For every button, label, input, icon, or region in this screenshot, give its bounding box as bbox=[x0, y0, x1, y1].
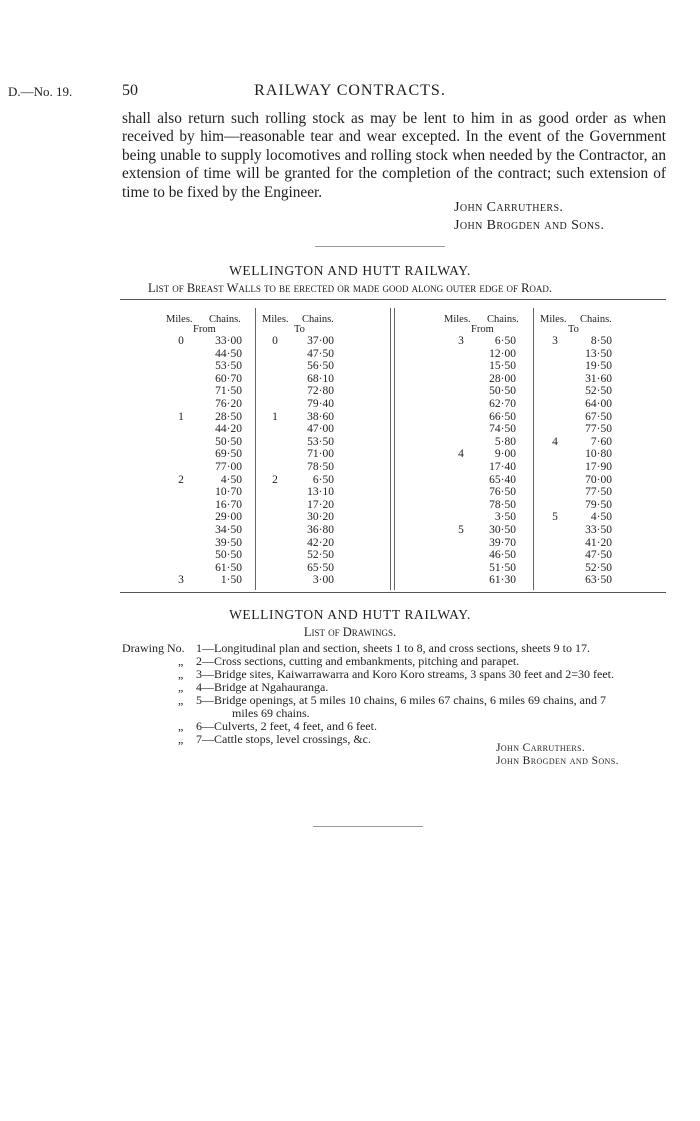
table-cell-chains-from: 1·50 bbox=[220, 574, 242, 587]
signature-john-brogden: John Brogden and Sons. bbox=[454, 218, 605, 233]
table-cell-chains-to: 67·50 bbox=[585, 410, 612, 423]
table-cell-miles-from bbox=[450, 423, 472, 436]
table-cell-chains-to: 13·50 bbox=[585, 347, 612, 360]
table-cell-chains-to: 52·50 bbox=[585, 561, 612, 574]
table-cell-chains-to: 71·00 bbox=[307, 448, 334, 461]
table-cell-chains-to: 33·50 bbox=[585, 523, 612, 536]
table-cell-miles-from bbox=[170, 360, 192, 373]
table-cell-miles-to bbox=[264, 562, 286, 575]
table-cell-chains-to: 65·50 bbox=[307, 561, 334, 574]
table-cell-miles-to bbox=[264, 511, 286, 524]
table-cell-chains-to: 52·50 bbox=[585, 385, 612, 398]
table-cell-chains-to: 36·80 bbox=[307, 523, 334, 536]
left-miles-from-column bbox=[170, 335, 192, 587]
table-cell-miles-to bbox=[264, 423, 286, 436]
left-head-to: To bbox=[294, 324, 305, 335]
table-cell-miles-to: 3 bbox=[552, 335, 558, 347]
table-cell-miles-from bbox=[450, 549, 472, 562]
table-cell-chains-to: 64·00 bbox=[585, 397, 612, 410]
right-chains-to-column bbox=[576, 335, 612, 587]
table-cell-miles-to bbox=[264, 461, 286, 474]
table-cell-chains-from: 50·50 bbox=[215, 549, 242, 562]
table-cell-miles-to bbox=[544, 461, 566, 474]
table-cell-miles-from: 5 bbox=[458, 523, 464, 536]
document-reference: D.—No. 19. bbox=[8, 84, 73, 99]
table-cell-chains-to: 37·00 bbox=[307, 335, 334, 347]
table-cell-chains-from: 9·00 bbox=[494, 448, 516, 461]
table-cell-miles-from bbox=[170, 436, 192, 449]
table-cell-miles-from bbox=[450, 398, 472, 411]
table-cell-miles-from bbox=[170, 524, 192, 537]
table-cell-miles-to: 1 bbox=[272, 410, 278, 423]
table-cell-chains-from: 61·50 bbox=[215, 561, 242, 574]
table-cell-chains-from: 16·70 bbox=[215, 498, 242, 511]
table-cell-miles-from: 2 bbox=[178, 473, 184, 486]
table-cell-chains-from: 61·30 bbox=[489, 574, 516, 587]
table-cell-miles-from bbox=[450, 436, 472, 449]
table-cell-chains-from: 44·50 bbox=[215, 347, 242, 360]
table-cell-miles-from bbox=[450, 385, 472, 398]
table-cell-miles-to bbox=[544, 562, 566, 575]
table-cell-chains-from: 71·50 bbox=[215, 385, 242, 398]
drawing-item: 2—Cross sections, cutting and embankments, pitching and parapet. bbox=[196, 654, 520, 668]
drawings-subtitle: List of Drawings. bbox=[303, 625, 397, 639]
table-cell-chains-to: 30·20 bbox=[307, 511, 334, 524]
right-miles-to-column bbox=[544, 335, 566, 587]
table-cell-chains-to: 17·90 bbox=[585, 460, 612, 473]
table-cell-chains-to: 47·50 bbox=[585, 549, 612, 562]
table-cell-chains-from: 69·50 bbox=[215, 448, 242, 461]
table-cell-chains-from: 5·80 bbox=[494, 435, 516, 448]
drawing-item: 4—Bridge at Ngahauranga. bbox=[196, 680, 329, 694]
table-cell-miles-from bbox=[450, 511, 472, 524]
table-cell-miles-to bbox=[544, 448, 566, 461]
table-cell-miles-from bbox=[450, 499, 472, 512]
table-cell-chains-from: 28·00 bbox=[489, 372, 516, 385]
table-cell-miles-from bbox=[170, 348, 192, 361]
table-center-rule bbox=[390, 308, 391, 590]
left-head-chains-to: Chains. bbox=[302, 314, 334, 325]
table-cell-chains-from: 50·50 bbox=[489, 385, 516, 398]
table-cell-chains-to: 77·50 bbox=[585, 486, 612, 499]
table-cell-chains-from: 76·50 bbox=[489, 486, 516, 499]
right-head-miles-to: Miles. bbox=[540, 314, 567, 325]
table-cell-miles-to bbox=[264, 486, 286, 499]
table-cell-chains-to: 68·10 bbox=[307, 372, 334, 385]
table-cell-chains-to: 70·00 bbox=[585, 473, 612, 486]
table-top-rule bbox=[120, 299, 666, 300]
table-cell-chains-to: 3·00 bbox=[312, 574, 334, 587]
table-cell-miles-from: 0 bbox=[178, 335, 184, 347]
table-cell-miles-to bbox=[544, 385, 566, 398]
right-miles-from-column bbox=[450, 335, 472, 599]
table-cell-miles-to bbox=[264, 574, 286, 587]
table-cell-chains-to: 77·50 bbox=[585, 423, 612, 436]
intro-paragraph: shall also return such rolling stock as may be lent to him in as good order as when received by him—reasonable tear and wear excepted. In the event of the Government being unable to supply locomotives and rolling stock when needed by the Contractor, an extension of time will be granted for the completion of the contract; such extension of time to be fixed by the Engineer. bbox=[122, 110, 666, 201]
table-bottom-rule bbox=[120, 592, 666, 593]
table-cell-miles-from bbox=[170, 549, 192, 562]
right-head-chains-to: Chains. bbox=[580, 314, 612, 325]
table-cell-chains-from: 77·00 bbox=[215, 460, 242, 473]
table-cell-miles-from bbox=[170, 511, 192, 524]
ditto-mark: „ bbox=[178, 693, 184, 707]
table-cell-chains-to: 52·50 bbox=[307, 549, 334, 562]
drawing-item-continuation: miles 69 chains. bbox=[232, 706, 310, 720]
table-cell-miles-from bbox=[450, 486, 472, 499]
table-cell-miles-to bbox=[264, 448, 286, 461]
table-cell-miles-from bbox=[170, 499, 192, 512]
table-cell-chains-from: 29·00 bbox=[215, 511, 242, 524]
table-cell-miles-to bbox=[264, 537, 286, 550]
table-cell-chains-from: 3·50 bbox=[494, 511, 516, 524]
table-cell-chains-from: 76·20 bbox=[215, 397, 242, 410]
table-cell-miles-to bbox=[544, 474, 566, 487]
table-cell-miles-to bbox=[544, 423, 566, 436]
table-cell-miles-to bbox=[544, 549, 566, 562]
table-cell-miles-to bbox=[544, 537, 566, 550]
table-cell-chains-from: 4·50 bbox=[220, 473, 242, 486]
left-head-miles-from: Miles. bbox=[166, 314, 193, 325]
table-cell-miles-from bbox=[170, 537, 192, 550]
drawing-item: 1—Longitudinal plan and section, sheets 1 to 8, and cross sections, sheets 9 to 17. bbox=[196, 641, 590, 655]
ditto-mark: „ bbox=[178, 732, 184, 746]
table-column-rule bbox=[255, 308, 256, 590]
table-cell-chains-to: 6·50 bbox=[312, 473, 334, 486]
end-divider bbox=[313, 826, 423, 827]
signature-john-brogden: John Brogden and Sons. bbox=[496, 755, 619, 767]
ditto-mark: „ bbox=[178, 719, 184, 733]
page-number: 50 bbox=[122, 82, 138, 99]
section-divider bbox=[315, 246, 445, 247]
table-cell-chains-from: 50·50 bbox=[215, 435, 242, 448]
table-cell-miles-to bbox=[544, 574, 566, 587]
table-cell-chains-to: 63·50 bbox=[585, 574, 612, 587]
table-cell-miles-to bbox=[544, 348, 566, 361]
table-cell-chains-from: 34·50 bbox=[215, 523, 242, 536]
table-cell-chains-to: 53·50 bbox=[307, 435, 334, 448]
table-cell-chains-to: 13·10 bbox=[307, 486, 334, 499]
drawings-title: WELLINGTON AND HUTT RAILWAY. bbox=[229, 607, 471, 622]
table-cell-chains-from: 46·50 bbox=[489, 549, 516, 562]
table-cell-miles-to bbox=[264, 499, 286, 512]
table-cell-miles-from bbox=[450, 574, 472, 587]
table-cell-chains-from: 30·50 bbox=[489, 523, 516, 536]
table-cell-miles-to bbox=[264, 524, 286, 537]
table-cell-miles-from bbox=[450, 360, 472, 373]
table-cell-chains-from: 39·70 bbox=[489, 536, 516, 549]
left-head-chains-from: Chains. bbox=[209, 314, 241, 325]
signature-john-carruthers: John Carruthers. bbox=[496, 742, 586, 754]
table-cell-miles-to: 0 bbox=[272, 335, 278, 347]
table-cell-miles-from: 1 bbox=[178, 410, 184, 423]
table-cell-miles-to bbox=[544, 398, 566, 411]
table-cell-chains-to: 38·60 bbox=[307, 410, 334, 423]
table-cell-chains-from: 60·70 bbox=[215, 372, 242, 385]
left-head-miles-to: Miles. bbox=[262, 314, 289, 325]
table-cell-miles-to: 4 bbox=[552, 435, 558, 448]
table-cell-miles-from bbox=[450, 587, 472, 600]
ditto-mark: „ bbox=[178, 667, 184, 681]
table-cell-miles-from bbox=[170, 562, 192, 575]
table-cell-miles-from bbox=[450, 474, 472, 487]
table-cell-chains-from: 10·70 bbox=[215, 486, 242, 499]
table-cell-chains-to: 8·50 bbox=[590, 335, 612, 347]
table-cell-chains-to: 4·50 bbox=[590, 511, 612, 524]
table-cell-chains-from: 33·00 bbox=[215, 335, 242, 347]
table-cell-miles-from bbox=[170, 486, 192, 499]
table-cell-miles-from bbox=[170, 448, 192, 461]
table-column-rule bbox=[533, 308, 534, 590]
ditto-mark: „ bbox=[178, 680, 184, 694]
table-cell-miles-to bbox=[544, 360, 566, 373]
table-cell-chains-from: 51·50 bbox=[489, 561, 516, 574]
table-cell-miles-to bbox=[544, 524, 566, 537]
right-head-chains-from: Chains. bbox=[487, 314, 519, 325]
table-cell-chains-to: 47·00 bbox=[307, 423, 334, 436]
table-cell-chains-from: 65·40 bbox=[489, 473, 516, 486]
table-cell-miles-to bbox=[264, 373, 286, 386]
table-cell-chains-from: 12·00 bbox=[489, 347, 516, 360]
table-cell-chains-to: 79·50 bbox=[585, 498, 612, 511]
table-cell-miles-to bbox=[264, 385, 286, 398]
table-cell-miles-from: 4 bbox=[458, 448, 464, 461]
table-cell-chains-from: 62·70 bbox=[489, 397, 516, 410]
table-cell-chains-to: 17·20 bbox=[307, 498, 334, 511]
table-cell-chains-from: 66·50 bbox=[489, 410, 516, 423]
table-cell-miles-from bbox=[450, 373, 472, 386]
table-cell-chains-to: 72·80 bbox=[307, 385, 334, 398]
table-cell-chains-from: 28·50 bbox=[215, 410, 242, 423]
table-cell-miles-from bbox=[450, 562, 472, 575]
right-head-from: From bbox=[471, 324, 494, 335]
drawing-item: 5—Bridge openings, at 5 miles 10 chains, 6 miles 67 chains, 6 miles 69 chains, and 7 bbox=[196, 693, 606, 707]
drawing-item: 3—Bridge sites, Kaiwarrawarra and Koro Koro streams, 3 spans 30 feet and 2=30 feet. bbox=[196, 667, 614, 681]
table-center-rule bbox=[394, 308, 395, 590]
table-cell-miles-from bbox=[170, 398, 192, 411]
left-chains-to-column bbox=[298, 335, 334, 587]
breast-walls-subtitle: List of Breast Walls to be erected or made good along outer edge of Road. bbox=[147, 281, 553, 295]
table-cell-chains-from: 53·50 bbox=[215, 360, 242, 373]
right-head-to: To bbox=[568, 324, 579, 335]
drawing-item: 6—Culverts, 2 feet, 4 feet, and 6 feet. bbox=[196, 719, 377, 733]
table-cell-miles-to bbox=[264, 436, 286, 449]
table-cell-chains-from: 6·50 bbox=[494, 335, 516, 347]
table-cell-miles-from bbox=[170, 423, 192, 436]
table-cell-chains-to: 7·60 bbox=[590, 435, 612, 448]
drawing-lead: Drawing No. bbox=[122, 641, 185, 655]
signature-john-carruthers: John Carruthers. bbox=[454, 200, 564, 215]
left-miles-to-column bbox=[264, 335, 286, 587]
table-cell-miles-to bbox=[544, 373, 566, 386]
table-cell-miles-to bbox=[264, 549, 286, 562]
table-cell-chains-to: 79·40 bbox=[307, 397, 334, 410]
table-cell-miles-from bbox=[170, 461, 192, 474]
table-cell-chains-to: 42·20 bbox=[307, 536, 334, 549]
table-cell-chains-from: 15·50 bbox=[489, 360, 516, 373]
table-cell-miles-from bbox=[450, 537, 472, 550]
table-cell-miles-from bbox=[450, 461, 472, 474]
table-cell-chains-from: 44·20 bbox=[215, 423, 242, 436]
table-cell-chains-from: 39·50 bbox=[215, 536, 242, 549]
table-cell-chains-to: 47·50 bbox=[307, 347, 334, 360]
table-cell-chains-to: 31·60 bbox=[585, 372, 612, 385]
page-title: RAILWAY CONTRACTS. bbox=[254, 82, 446, 99]
left-head-from: From bbox=[193, 324, 216, 335]
table-cell-miles-to bbox=[544, 411, 566, 424]
table-cell-miles-from: 3 bbox=[178, 574, 184, 587]
right-head-miles-from: Miles. bbox=[444, 314, 471, 325]
table-cell-miles-from: 3 bbox=[458, 335, 464, 347]
ditto-mark: „ bbox=[178, 654, 184, 668]
table-cell-miles-from bbox=[170, 373, 192, 386]
table-cell-miles-to bbox=[264, 360, 286, 373]
table-cell-chains-to: 56·50 bbox=[307, 360, 334, 373]
drawing-item: 7—Cattle stops, level crossings, &c. bbox=[196, 732, 371, 746]
table-cell-miles-to bbox=[264, 348, 286, 361]
table-cell-miles-to bbox=[544, 486, 566, 499]
table-cell-miles-to: 2 bbox=[272, 473, 278, 486]
table-cell-chains-to: 78·50 bbox=[307, 460, 334, 473]
table-cell-miles-to: 5 bbox=[552, 511, 558, 524]
table-cell-miles-to bbox=[544, 499, 566, 512]
table-cell-chains-from: 17·40 bbox=[489, 460, 516, 473]
left-chains-from-column bbox=[206, 335, 242, 587]
table-cell-chains-to: 19·50 bbox=[585, 360, 612, 373]
right-chains-from-column bbox=[480, 335, 516, 587]
table-cell-miles-from bbox=[170, 385, 192, 398]
table-cell-chains-from: 78·50 bbox=[489, 498, 516, 511]
table-cell-chains-to: 10·80 bbox=[585, 448, 612, 461]
table-cell-miles-from bbox=[450, 411, 472, 424]
table-cell-chains-from: 74·50 bbox=[489, 423, 516, 436]
breast-walls-title: WELLINGTON AND HUTT RAILWAY. bbox=[229, 263, 471, 278]
table-cell-chains-to: 41·20 bbox=[585, 536, 612, 549]
table-cell-miles-from bbox=[450, 348, 472, 361]
table-cell-miles-to bbox=[264, 398, 286, 411]
